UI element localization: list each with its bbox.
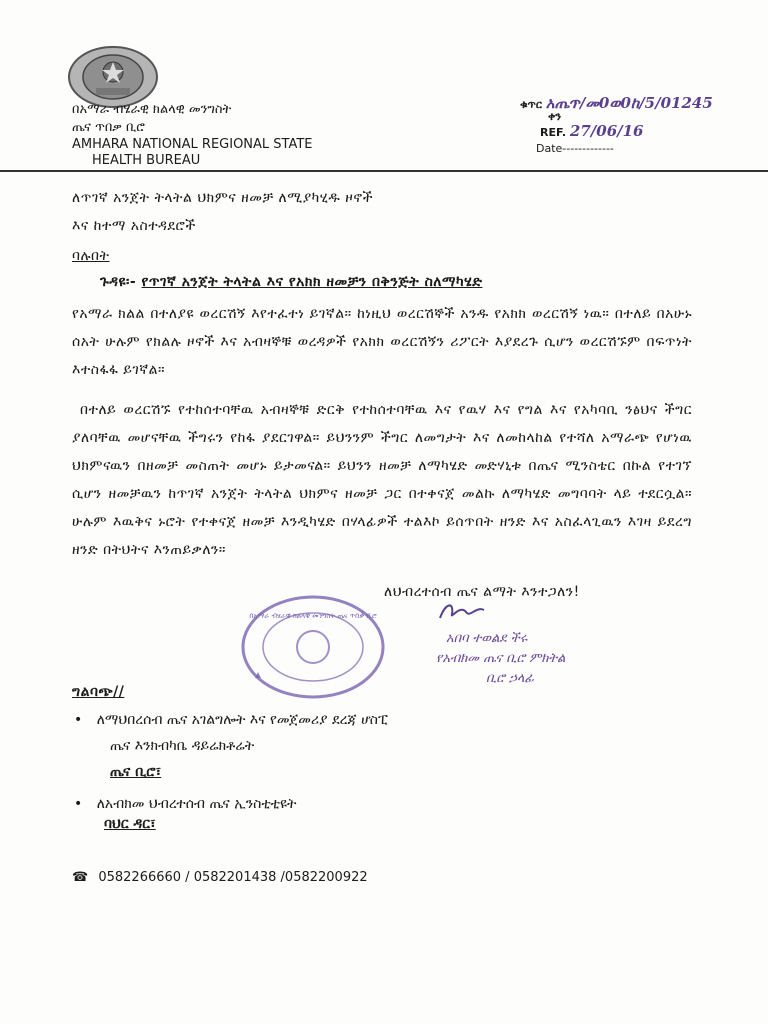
letterhead-english-state: AMHARA NATIONAL REGIONAL STATE [72, 137, 313, 152]
recipient-line-1: ለጥገኛ አንጀት ትላትል ህክምና ዘመቻ ለሚያካሂዱ ዞኖች [72, 190, 373, 206]
stamp-text: በአማራ ብሄራዊ ክልላዊ መንግስት ጤና ጥበቃ ቢሮ [249, 612, 377, 620]
date-label-english: Date------------- [536, 142, 614, 155]
subject-label: ጉዳዩ፡- [100, 274, 137, 290]
bullet-icon: • [74, 796, 83, 812]
bullet-icon: • [74, 712, 83, 728]
header-divider [0, 170, 768, 172]
ref-label: REF. [540, 126, 567, 139]
cc-item-2 [74, 796, 297, 832]
cc-item-1-line-2: ጤና እንክብካቤ ዳይሬክቶሬት [110, 738, 255, 754]
signatory-title-2: ቢሮ ኃላፊ [486, 671, 535, 686]
body-paragraph-1: የአማራ ክልል በተለያዩ ወረርሽኝ እየተፈተነ ይገኛል። ከነዚህ ወረርሽኞች አንዱ የአክክ ወረርሽኝ ነዉ። በተለይ በአሁኑ ሰአት ሁሉም የክልሉ ዞኖች እና አብዛኞቹ ወረዳዎች የአክክ ወረርሽኝን ሪፖርት እያደረጉ ሲሆን ወረርሽኙም በፍጥነት እተስፋፋ ይገኛል። [72, 306, 692, 378]
ref-number-label: ቁጥር [520, 98, 542, 111]
cc-item-1-line-3: ጤና ቢሮ፣ [110, 764, 162, 780]
official-stamp [238, 592, 388, 702]
cc-label: ግልባጭ// [72, 684, 125, 700]
recipient-place: ባሉበት [72, 248, 110, 264]
cc-item-1 [74, 712, 388, 780]
cc-item-2-line-2: ባህር ዳር፣ [104, 816, 156, 832]
recipient-line-2: እና ከተማ አስተዳደሮች [72, 218, 196, 234]
letterhead-amharic-bureau: ጤና ጥበቃ ቢሮ [72, 120, 145, 135]
cc-item-2-line-1: ለአብክመ ህብረተሰብ ጤና ኢንስቲቲዩት [96, 796, 297, 812]
ethiopia-emblem-icon [66, 44, 160, 110]
ref-row [540, 124, 644, 140]
date-label-amharic: ቀን [548, 110, 562, 123]
body-paragraph-2: በተለይ ወረርሽኙ የተከሰተባቸዉ አብዛኞቹ ድርቅ የተከሰተባቸዉ እና የዉሃ እና የግል እና የአካባቢ ንፅህና ችግር ያለባቸዉ መሆናቸዉ ችግሩን የከፋ ያደርገዋል። ይህንንም ችግር ለመግታት እና ለመከላከል የተሻለ አማራጭ የሆነዉ ህክምናዉን በዘመቻ መስጠት መሆኑ ይታመናል። ይህንን ዘመቻ ለማካሄድ መድሃኒቱ በጤና ሚንስቴር በኩል የተገኘ ሲሆን ዘመቻዉን ከጥገኛ አንጀት ትላትል ህክምና ዘመቻ ጋር በተቀናጀ መልኩ ለማካሄድ መግባባት ላይ ተደርሷል። ሁሉም እዉቅና ኑሮት የተቀናጀ ዘመቻ እንዲካሄድ በሃላፊዎች ተልእኮ ይሰጥበት ዘንድ እና አስፈላጊዉን እገዛ ይደረግ ዘንድ በትህትና እንጠይቃለን። [72, 402, 692, 558]
signature-scribble-icon [436, 600, 496, 622]
contact-line [72, 870, 368, 885]
closing-slogan: ለህብረተሰብ ጤና ልማት እንተጋለን! [384, 584, 580, 600]
subject-line [100, 268, 482, 296]
cc-item-1-line-1: ለማህበረሰብ ጤና አገልግሎት እና የመጀመሪያ ደረጃ ሆስፒ [96, 712, 388, 728]
letterhead-english-bureau: HEALTH BUREAU [92, 153, 201, 168]
signatory-name: አበባ ተወልደ ችሩ [446, 631, 528, 646]
signatory-title-1: የአብክመ ጤና ቢሮ ምክትል [436, 651, 566, 666]
contact-phones: 0582266660 / 0582201438 /0582200922 [98, 870, 368, 885]
ref-number-value: አጤጥ/መ0ወ0ከ/5/01245 [545, 94, 713, 112]
letterhead-amharic-state: በአማራ ብሄራዊ ክልላዊ መንግስት [72, 102, 232, 117]
telephone-icon: ☎ [72, 870, 89, 885]
ref-value: 27/06/16 [569, 122, 644, 140]
signature-block [436, 600, 666, 689]
subject-text: የጥገኛ አንጀት ትላትል እና የአክክ ዘመቻን በቅንጅት ስለማካሄድ [141, 274, 483, 290]
